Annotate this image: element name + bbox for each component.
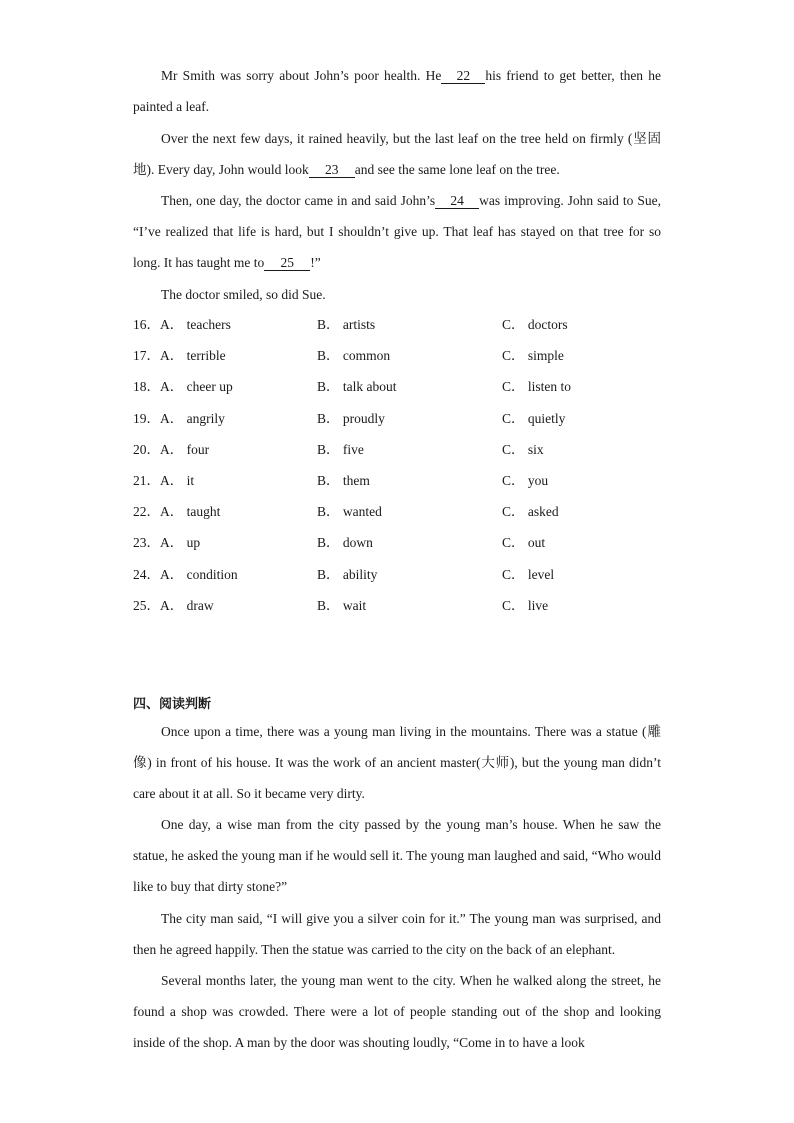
cloze-text: his friend to get better, then he painted a leaf.	[133, 68, 661, 115]
option-row	[133, 594, 673, 625]
blank-25: 25	[264, 255, 310, 271]
reading-paragraph-1: Once upon a time, there was a young man living in the mountains. There was a statue (雕像) in front of his house. It was the work of an ancient master(大师), but the young man didn’t care about it at all. So it became very dirty.	[133, 724, 661, 802]
question-number: 22．	[133, 504, 160, 520]
question-number: 25．	[133, 597, 160, 613]
option-a: A． condition	[160, 566, 238, 582]
option-b: B． talk about	[317, 379, 397, 395]
option-b: B． down	[317, 535, 373, 551]
cloze-paragraph-3	[133, 185, 661, 279]
section-heading: 四、阅读判断	[133, 697, 212, 712]
question-number: 16．	[133, 317, 160, 332]
question-number: 17．	[133, 348, 160, 364]
cloze-text: Mr Smith was sorry about John’s poor health. He	[161, 68, 442, 83]
option-b: B． five	[317, 441, 364, 457]
option-c: C． you	[502, 472, 549, 488]
question-number: 19．	[133, 410, 160, 426]
option-c: C． level	[502, 566, 555, 582]
question-number: 24．	[133, 566, 160, 582]
option-c: C． out	[502, 535, 546, 551]
option-b: B． proudly	[317, 410, 385, 426]
option-a: A． four	[160, 441, 210, 457]
option-b: B． ability	[317, 566, 378, 582]
option-row	[133, 407, 673, 438]
question-number: 20．	[133, 441, 160, 457]
option-b: B． common	[317, 348, 391, 364]
option-c: C． six	[502, 441, 544, 457]
cloze-text: Over the next few days, it rained heavily, but the last leaf on the tree held on firmly (坚固地). Every day, John would look	[133, 131, 661, 178]
reading-paragraph-3: The city man said, “I will give you a silver coin for it.” The young man was surprised, and then he agreed happily. Then the statue was carried to the city on the back of an elephant.	[133, 911, 661, 958]
question-number: 21．	[133, 472, 160, 488]
cloze-text: Then, one day, the doctor came in and said John’s	[161, 193, 436, 208]
option-a: A． up	[160, 535, 201, 551]
cloze-text: and see the same lone leaf on the tree.	[354, 162, 560, 178]
option-c: C． listen to	[502, 379, 572, 395]
blank-22: 22	[441, 68, 485, 84]
option-row	[133, 469, 673, 500]
option-row	[133, 344, 673, 375]
option-a: A． draw	[160, 597, 214, 613]
option-b: B． them	[317, 472, 370, 488]
question-number: 18．	[133, 379, 160, 395]
option-b: B． artists	[317, 317, 376, 332]
option-a: A． cheer up	[160, 379, 233, 395]
option-c: C． quietly	[502, 410, 566, 426]
option-a: A． terrible	[160, 348, 226, 364]
option-row	[133, 500, 673, 531]
cloze-paragraph-1	[133, 60, 661, 122]
option-b: B． wanted	[317, 504, 382, 520]
cloze-paragraph-2	[133, 123, 661, 185]
option-c: C． doctors	[502, 317, 568, 332]
option-b: B． wait	[317, 597, 367, 613]
option-row	[133, 438, 673, 469]
option-a: A． taught	[160, 504, 221, 520]
question-number: 23．	[133, 535, 160, 551]
option-c: C． live	[502, 597, 549, 613]
blank-23: 23	[309, 162, 355, 178]
option-a: A． angrily	[160, 410, 225, 426]
cloze-text: was improving. John said to Sue, “I’ve realized that life is hard, but I shouldn’t give up. That leaf has stayed on that tree for so long. It has taught me to	[133, 193, 661, 271]
cloze-text: !”	[310, 255, 321, 271]
option-a: A． it	[160, 472, 195, 488]
option-row	[133, 375, 673, 406]
blank-24: 24	[435, 193, 479, 209]
reading-paragraph-4: Several months later, the young man went to the city. When he walked along the street, he found a shop was crowded. There were a lot of people standing out of the shop and looking inside of the shop. A man by the door was shouting loudly, “Come in to have a look	[133, 973, 661, 1051]
cloze-paragraph-4: The doctor smiled, so did Sue.	[161, 287, 326, 302]
option-row	[133, 313, 673, 344]
option-row	[133, 531, 673, 562]
option-c: C． asked	[502, 504, 559, 520]
option-row	[133, 563, 673, 594]
reading-paragraph-2: One day, a wise man from the city passed by the young man’s house. When he saw the statue, he asked the young man if he would sell it. The young man laughed and said, “Who would like to buy that dirty stone?”	[133, 817, 662, 895]
option-a: A． teachers	[160, 317, 231, 332]
option-c: C． simple	[502, 348, 564, 364]
answer-options	[133, 313, 673, 625]
